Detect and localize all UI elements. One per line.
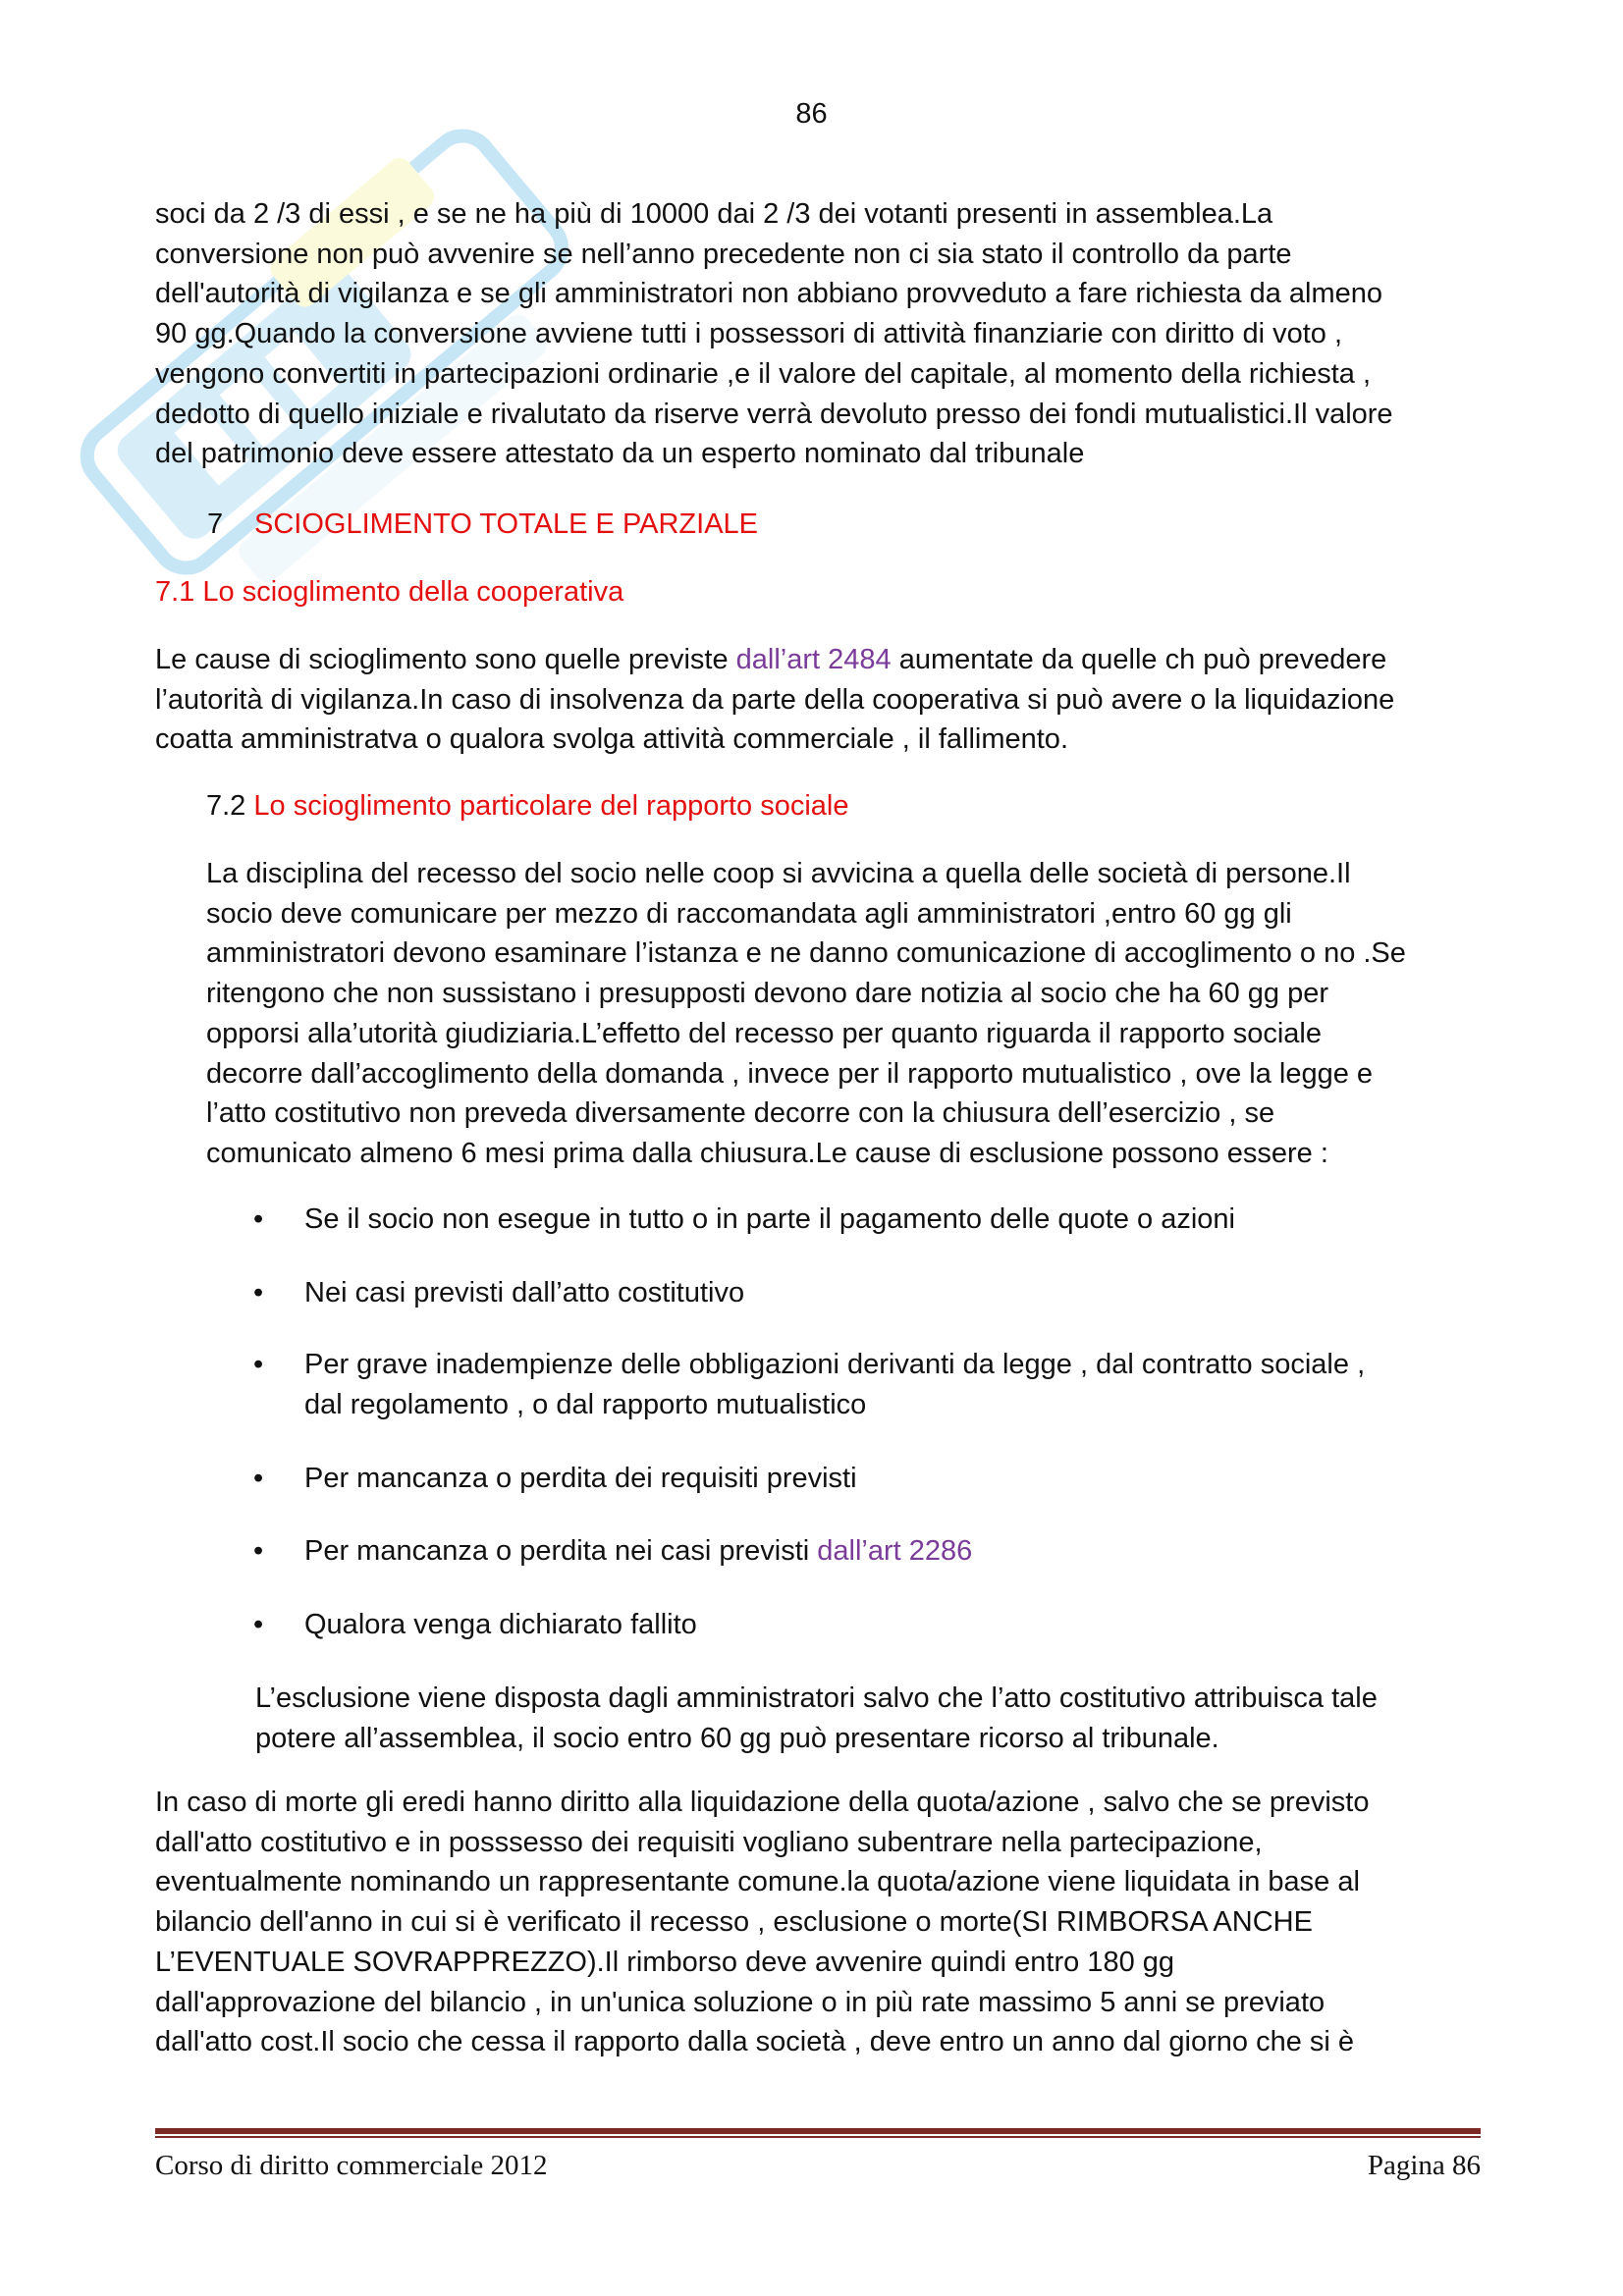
text-line: del patrimonio deve essere attestato da un esperto nominato dal tribunale — [155, 438, 1085, 470]
text-line: dall'atto costitutivo e in posssesso dei requisiti vogliano subentrare nella partecipazione, — [155, 1826, 1263, 1858]
bullet-icon: • — [253, 1277, 264, 1308]
bullet-icon: • — [253, 1609, 264, 1640]
list-item-text: Per grave inadempienze delle obbligazioni derivanti da legge , dal contratto sociale , dal regolamento , o dal rapporto mutualistico — [304, 1349, 1366, 1420]
list-item-text: Per mancanza o perdita dei requisiti previsti — [304, 1463, 857, 1494]
section-number: 7.1 — [155, 576, 195, 608]
section-7-heading — [207, 506, 758, 543]
text-line: l’autorità di vigilanza.In caso di insolvenza da parte della cooperativa si può avere o la liquidazione — [155, 683, 1395, 716]
bullet-icon: • — [253, 1535, 264, 1567]
list-item-text: Qualora venga dichiarato fallito — [304, 1609, 697, 1640]
paragraph-conversion — [155, 194, 1393, 474]
text-line: coatta amministratva o qualora svolga attività commerciale , il fallimento. — [155, 723, 1068, 756]
list-item-text: Nei casi previsti dall’atto costitutivo — [304, 1277, 745, 1308]
text-line: amministratori devono esaminare l’istanza e ne danno comunicazione di accoglimento o no .Se — [206, 937, 1406, 970]
page-number: 86 — [795, 98, 828, 130]
text-line: ritengono che non sussistano i presupposti devono dare notizia al socio che ha 60 gg per — [206, 978, 1329, 1010]
text-line: opporsi alla’utorità giudiziaria.L’effetto del recesso per quanto riguarda il rapporto sociale — [206, 1017, 1322, 1049]
article-reference-link[interactable]: dall’art 2286 — [817, 1535, 973, 1567]
paragraph-exclusion — [255, 1679, 1378, 1758]
text-line: potere all’assemblea, il socio entro 60 gg può presentare ricorso al tribunale. — [255, 1722, 1219, 1754]
section-7-2-heading — [206, 787, 849, 825]
text-line: dall'approvazione del bilancio , in un'unica soluzione o in più rate massimo 5 anni se previato — [155, 1986, 1325, 2018]
footer-course-title: Corso di diritto commerciale 2012 — [155, 2150, 548, 2181]
list-item-text: Se il socio non esegue in tutto o in parte il pagamento delle quote o azioni — [304, 1203, 1235, 1235]
paragraph-dissolution-causes — [155, 640, 1394, 760]
article-reference-link[interactable]: dall’art 2484 — [735, 644, 892, 675]
footer-page-label: Pagina 86 — [1367, 2150, 1481, 2181]
text-line: eventualmente nominando un rappresentante comune.la quota/azione viene liquidata in base al — [155, 1866, 1360, 1898]
section-number: 7 — [207, 508, 224, 540]
text-line: soci da 2 /3 di essi , e se ne ha più di 10000 dai 2 /3 dei votanti presenti in assemblea.La — [155, 198, 1273, 230]
text-line: dedotto di quello iniziale e rivalutato da riserve verrà devoluto presso dei fondi mutualistici.Il valore — [155, 398, 1393, 430]
text-line: L’EVENTUALE SOVRAPPREZZO).Il rimborso deve avvenire quindi entro 180 gg — [155, 1946, 1175, 1978]
text-line: conversione non può avvenire se nell’anno precedente non ci sia stato il controllo da parte — [155, 238, 1292, 270]
section-title: SCIOGLIMENTO TOTALE E PARZIALE — [254, 508, 759, 540]
text-line: decorre dall’accoglimento della domanda , invece per il rapporto mutualistico , ove la legge e — [206, 1057, 1374, 1090]
text-line: L’esclusione viene disposta dagli amministratori salvo che l’atto costitutivo attribuisca tale — [255, 1682, 1378, 1714]
text-line: dall'atto cost.Il socio che cessa il rapporto dalla società , deve entro un anno dal giorno che si è — [155, 2026, 1355, 2058]
section-number: 7.2 — [206, 790, 246, 822]
bullet-icon: • — [253, 1463, 264, 1494]
text-line: 90 gg.Quando la conversione avviene tutti i possessori di attività finanziarie con diritto di voto , — [155, 318, 1343, 350]
text-line: La disciplina del recesso del socio nelle coop si avvicina a quella delle società di persone.Il — [206, 858, 1351, 889]
footer-divider — [155, 2128, 1481, 2140]
paragraph-withdrawal — [206, 854, 1406, 1174]
text-line: comunicato almeno 6 mesi prima dalla chiusura.Le cause di esclusione possono essere : — [206, 1137, 1328, 1169]
text-line: In caso di morte gli eredi hanno diritto alla liquidazione della quota/azione , salvo che se previsto — [155, 1787, 1370, 1818]
bullet-icon: • — [253, 1349, 264, 1380]
text-line: Le cause di scioglimento sono quelle previste dall’art 2484 aumentate da quelle ch può prevedere — [155, 644, 1387, 675]
section-title: Lo scioglimento della cooperativa — [202, 576, 624, 608]
text-line: vengono convertiti in partecipazioni ordinarie ,e il valore del capitale, al momento della richiesta , — [155, 357, 1372, 390]
text-line: socio deve comunicare per mezzo di raccomandata agli amministratori ,entro 60 gg gli — [206, 897, 1292, 930]
list-item-text: Per mancanza o perdita nei casi previsti dall’art 2286 — [304, 1535, 973, 1567]
text-line: bilancio dell'anno in cui si è verificato il recesso , esclusione o morte(SI RIMBORSA ANCHE — [155, 1906, 1313, 1939]
text-line: dell'autorità di vigilanza e se gli amministratori non abbiano provveduto a fare richiesta da almeno — [155, 278, 1383, 310]
text-line: l’atto costitutivo non preveda diversamente decorre con la chiusura dell’esercizio , se — [206, 1097, 1275, 1130]
paragraph-death-heirs — [155, 1783, 1369, 2062]
section-title: Lo scioglimento particolare del rapporto sociale — [253, 790, 849, 822]
section-7-1-heading — [155, 573, 623, 611]
bullet-icon: • — [253, 1203, 264, 1235]
